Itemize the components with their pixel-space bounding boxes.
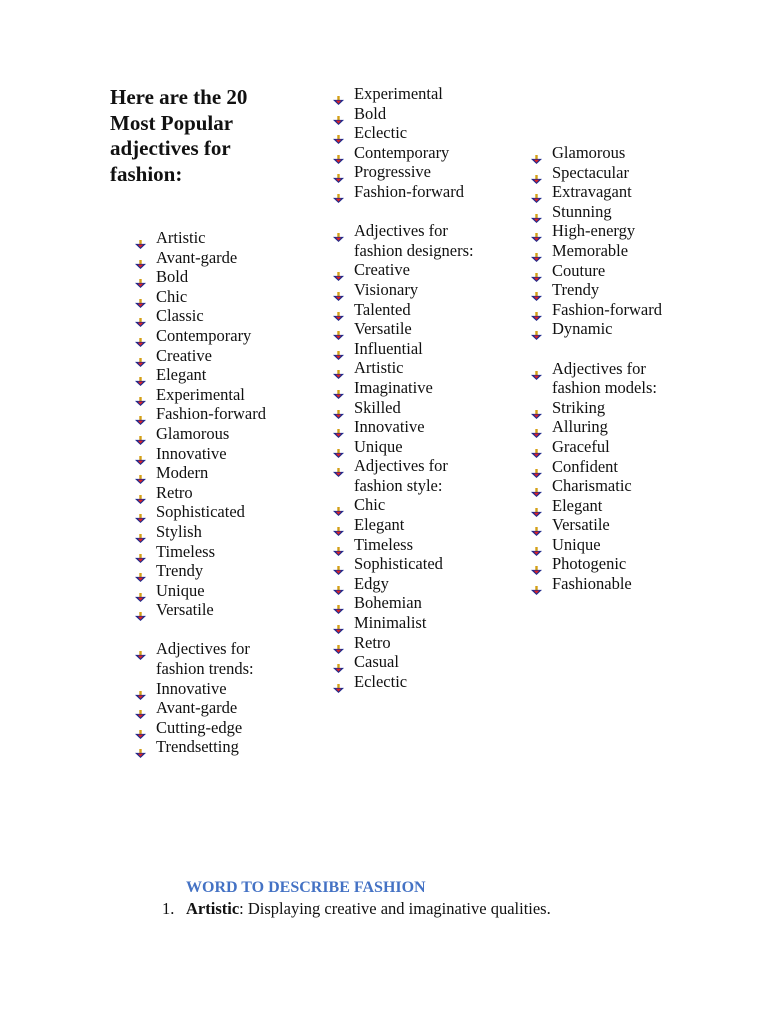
arrow-bullet-icon [135, 567, 146, 576]
list-item-text: Trendy [156, 561, 204, 581]
list-item-text: Fashion-forward [552, 299, 662, 319]
arrow-bullet-icon [333, 404, 344, 413]
arrow-bullet-icon [333, 149, 344, 158]
page-heading: Here are the 20 Most Popular adjectives for fashion: [110, 85, 248, 186]
list-item-text: Talented [354, 299, 411, 319]
list-item-text: Casual [354, 652, 399, 672]
list-item [530, 182, 680, 202]
arrow-bullet-icon [333, 266, 344, 275]
arrow-bullet-icon [531, 580, 542, 589]
list-item-text: Versatile [354, 319, 412, 339]
arrow-bullet-icon [333, 168, 344, 177]
list-item [134, 718, 284, 738]
arrow-bullet-icon [333, 227, 344, 236]
definition-term: Artistic [186, 899, 240, 918]
list-item [530, 143, 680, 163]
arrow-bullet-icon [135, 332, 146, 341]
arrow-bullet-icon [531, 560, 542, 569]
arrow-bullet-icon [333, 541, 344, 550]
list-item [134, 444, 284, 464]
list-item-text: Influential [354, 338, 423, 358]
list-item-text: Modern [156, 463, 209, 483]
arrow-bullet-icon [333, 345, 344, 354]
list-item-text: Stylish [156, 521, 202, 541]
list-item [134, 483, 284, 503]
arrow-bullet-icon [333, 384, 344, 393]
list-item [134, 679, 284, 699]
list-item-text: Experimental [156, 384, 245, 404]
list-item-text: Photogenic [552, 554, 627, 574]
arrow-bullet-icon [135, 254, 146, 263]
adjective-column-2 [332, 84, 482, 691]
list-item-text: Contemporary [156, 325, 252, 345]
list-item-text: Creative [354, 260, 410, 280]
list-item [332, 260, 482, 280]
list-item-text: Dynamic [552, 319, 613, 339]
list-item [134, 404, 284, 424]
arrow-bullet-icon [333, 462, 344, 471]
list-item [134, 600, 284, 620]
arrow-bullet-icon [333, 599, 344, 608]
list-item-text: Creative [156, 345, 212, 365]
arrow-bullet-icon [135, 548, 146, 557]
arrow-bullet-icon [333, 619, 344, 628]
list-item-text: Visionary [354, 279, 419, 299]
arrow-bullet-icon [531, 267, 542, 276]
arrow-bullet-icon [135, 391, 146, 400]
list-item-text: Avant-garde [156, 698, 238, 718]
list-item [134, 502, 284, 522]
arrow-bullet-icon [333, 306, 344, 315]
list-item [332, 123, 482, 143]
list-item [530, 241, 680, 261]
arrow-bullet-icon [135, 724, 146, 733]
list-item [332, 495, 482, 515]
list-item-text: Versatile [156, 600, 214, 620]
list-item-text: Classic [156, 306, 204, 326]
definition-item [162, 899, 551, 919]
arrow-bullet-icon [531, 502, 542, 511]
arrow-bullet-icon [333, 521, 344, 530]
list-item-text: Eclectic [354, 123, 408, 143]
list-item-text: Skilled [354, 397, 401, 417]
arrow-bullet-icon [135, 293, 146, 302]
adjective-column-1 [134, 228, 284, 757]
list-item-text: Bold [156, 267, 189, 287]
list-item [332, 300, 482, 320]
definition-list [162, 899, 551, 919]
list-item [530, 202, 680, 222]
arrow-bullet-icon [333, 443, 344, 452]
list-item-text: Fashion-forward [156, 404, 266, 424]
list-item-text: Elegant [354, 515, 405, 535]
adjective-list [134, 228, 284, 757]
arrow-bullet-icon [135, 685, 146, 694]
arrow-bullet-icon [135, 430, 146, 439]
list-item-text: Contemporary [354, 142, 450, 162]
arrow-bullet-icon [531, 365, 542, 374]
arrow-bullet-icon [135, 743, 146, 752]
list-item [530, 300, 680, 320]
list-item [530, 417, 680, 437]
list-number: 1. [162, 899, 175, 918]
list-item-text: Confident [552, 456, 618, 476]
list-item [332, 437, 482, 457]
list-item [332, 104, 482, 124]
list-item [332, 182, 482, 202]
list-item-text: Chic [156, 286, 188, 306]
list-item-text: Alluring [552, 417, 608, 437]
list-item [332, 554, 482, 574]
list-item-text: Artistic [354, 358, 404, 378]
arrow-bullet-icon [135, 234, 146, 243]
arrow-bullet-icon [531, 541, 542, 550]
arrow-bullet-icon [135, 312, 146, 321]
list-item [332, 221, 482, 260]
list-item-text: Spectacular [552, 162, 629, 182]
arrow-bullet-icon [531, 149, 542, 158]
list-item-text: Bohemian [354, 593, 422, 613]
list-item [530, 554, 680, 574]
list-item-text: Adjectives for fashion designers: [354, 221, 474, 260]
list-item [134, 326, 284, 346]
arrow-bullet-icon [531, 521, 542, 530]
list-item-text: Charismatic [552, 476, 632, 496]
arrow-bullet-icon [333, 639, 344, 648]
list-item [134, 698, 284, 718]
list-item [134, 385, 284, 405]
list-item-text: Progressive [354, 162, 431, 182]
list-item-text: Artistic [156, 228, 206, 247]
list-item [530, 574, 680, 594]
list-item [332, 613, 482, 633]
arrow-bullet-icon [531, 404, 542, 413]
arrow-bullet-icon [135, 450, 146, 459]
list-item-text: Retro [354, 632, 391, 652]
arrow-bullet-icon [531, 208, 542, 217]
list-item [134, 522, 284, 542]
list-item [332, 633, 482, 653]
list-item [134, 737, 284, 757]
list-item-text: Experimental [354, 84, 443, 103]
list-item-text: Bold [354, 103, 387, 123]
list-item [134, 365, 284, 385]
list-item [332, 593, 482, 613]
list-item-text: Avant-garde [156, 247, 238, 267]
list-item-text: Graceful [552, 436, 610, 456]
list-item [530, 261, 680, 281]
list-item-text: Glamorous [552, 143, 626, 162]
list-item [530, 515, 680, 535]
list-item-text: Adjectives for fashion trends: [156, 639, 254, 679]
list-item [332, 417, 482, 437]
list-item-text: Timeless [354, 534, 413, 554]
list-item [530, 496, 680, 516]
list-item-text: Innovative [156, 678, 227, 698]
list-item [332, 398, 482, 418]
list-item-text: Memorable [552, 240, 629, 260]
arrow-bullet-icon [135, 469, 146, 478]
arrow-bullet-icon [333, 325, 344, 334]
list-item-text: Retro [156, 482, 193, 502]
arrow-bullet-icon [333, 580, 344, 589]
list-item-text: Stunning [552, 201, 612, 221]
arrow-bullet-icon [135, 508, 146, 517]
list-item [332, 672, 482, 692]
list-item [332, 515, 482, 535]
definition-text: : Displaying creative and imaginative qualities. [239, 899, 551, 918]
list-item [134, 561, 284, 581]
arrow-bullet-icon [531, 306, 542, 315]
list-item-text: Fashionable [552, 574, 632, 594]
arrow-bullet-icon [333, 423, 344, 432]
list-item-text: Chic [354, 495, 386, 515]
arrow-bullet-icon [333, 90, 344, 99]
list-item [530, 535, 680, 555]
list-item [332, 162, 482, 182]
list-item [530, 221, 680, 241]
list-item [530, 437, 680, 457]
arrow-bullet-icon [135, 489, 146, 498]
list-item-text: Trendsetting [156, 737, 239, 757]
list-item [332, 319, 482, 339]
list-item-text: Timeless [156, 541, 215, 561]
arrow-bullet-icon [333, 658, 344, 667]
list-item-text: Versatile [552, 515, 610, 535]
section-title: WORD TO DESCRIBE FASHION [186, 879, 426, 896]
list-item [332, 280, 482, 300]
list-item [134, 424, 284, 444]
list-item-text: Extravagant [552, 182, 632, 202]
arrow-bullet-icon [531, 325, 542, 334]
arrow-bullet-icon [531, 247, 542, 256]
list-item [530, 398, 680, 418]
list-item-text: Striking [552, 397, 606, 417]
list-item [134, 639, 284, 678]
arrow-bullet-icon [531, 423, 542, 432]
list-item [332, 652, 482, 672]
list-item-text: Unique [354, 436, 403, 456]
arrow-bullet-icon [333, 560, 344, 569]
list-item [332, 535, 482, 555]
list-item-text: Adjectives for fashion style: [354, 456, 448, 495]
list-item-text: Glamorous [156, 423, 230, 443]
arrow-bullet-icon [135, 704, 146, 713]
list-item-text: Adjectives for fashion models: [552, 358, 657, 398]
arrow-bullet-icon [135, 410, 146, 419]
list-item [530, 319, 680, 339]
list-item-text: Minimalist [354, 613, 427, 633]
list-item-text: Imaginative [354, 377, 433, 397]
arrow-bullet-icon [135, 371, 146, 380]
list-item [530, 280, 680, 300]
list-item [134, 267, 284, 287]
arrow-bullet-icon [135, 587, 146, 596]
list-item [332, 84, 482, 104]
list-item-text: Unique [552, 534, 601, 554]
list-item [332, 358, 482, 378]
list-item [134, 287, 284, 307]
arrow-bullet-icon [135, 606, 146, 615]
list-item [530, 457, 680, 477]
arrow-bullet-icon [531, 227, 542, 236]
arrow-bullet-icon [135, 528, 146, 537]
list-item [332, 378, 482, 398]
list-item [134, 306, 284, 326]
list-item [530, 476, 680, 496]
list-item-text: Elegant [156, 365, 207, 385]
arrow-bullet-icon [333, 286, 344, 295]
arrow-bullet-icon [135, 645, 146, 654]
list-item-text: Eclectic [354, 671, 408, 691]
list-item [332, 143, 482, 163]
list-item-text: Innovative [156, 443, 227, 463]
list-item-text: Couture [552, 260, 606, 280]
arrow-bullet-icon [333, 364, 344, 373]
list-item-text: Cutting-edge [156, 717, 243, 737]
list-item [530, 163, 680, 183]
list-item [134, 228, 284, 248]
list-item [530, 359, 680, 398]
arrow-bullet-icon [531, 188, 542, 197]
arrow-bullet-icon [333, 678, 344, 687]
list-item [134, 248, 284, 268]
arrow-bullet-icon [135, 273, 146, 282]
list-item-text: Sophisticated [156, 502, 245, 522]
list-item-text: Elegant [552, 495, 603, 515]
adjective-list [332, 84, 482, 691]
arrow-bullet-icon [135, 352, 146, 361]
list-item [134, 542, 284, 562]
arrow-bullet-icon [531, 169, 542, 178]
list-item-text: Trendy [552, 280, 600, 300]
arrow-bullet-icon [531, 482, 542, 491]
list-item [332, 574, 482, 594]
arrow-bullet-icon [333, 188, 344, 197]
arrow-bullet-icon [333, 501, 344, 510]
adjective-list [530, 143, 680, 594]
list-item-text: Edgy [354, 573, 389, 593]
adjective-column-3 [530, 143, 680, 594]
list-item [332, 456, 482, 495]
arrow-bullet-icon [333, 129, 344, 138]
list-item-text: Sophisticated [354, 554, 443, 574]
list-item-text: Unique [156, 580, 205, 600]
arrow-bullet-icon [333, 110, 344, 119]
list-item [332, 339, 482, 359]
arrow-bullet-icon [531, 463, 542, 472]
list-item [134, 581, 284, 601]
arrow-bullet-icon [531, 286, 542, 295]
list-item-text: Fashion-forward [354, 181, 464, 201]
list-item-text: High-energy [552, 221, 636, 241]
arrow-bullet-icon [531, 443, 542, 452]
list-item [134, 346, 284, 366]
list-item-text: Innovative [354, 417, 425, 437]
list-item [134, 463, 284, 483]
